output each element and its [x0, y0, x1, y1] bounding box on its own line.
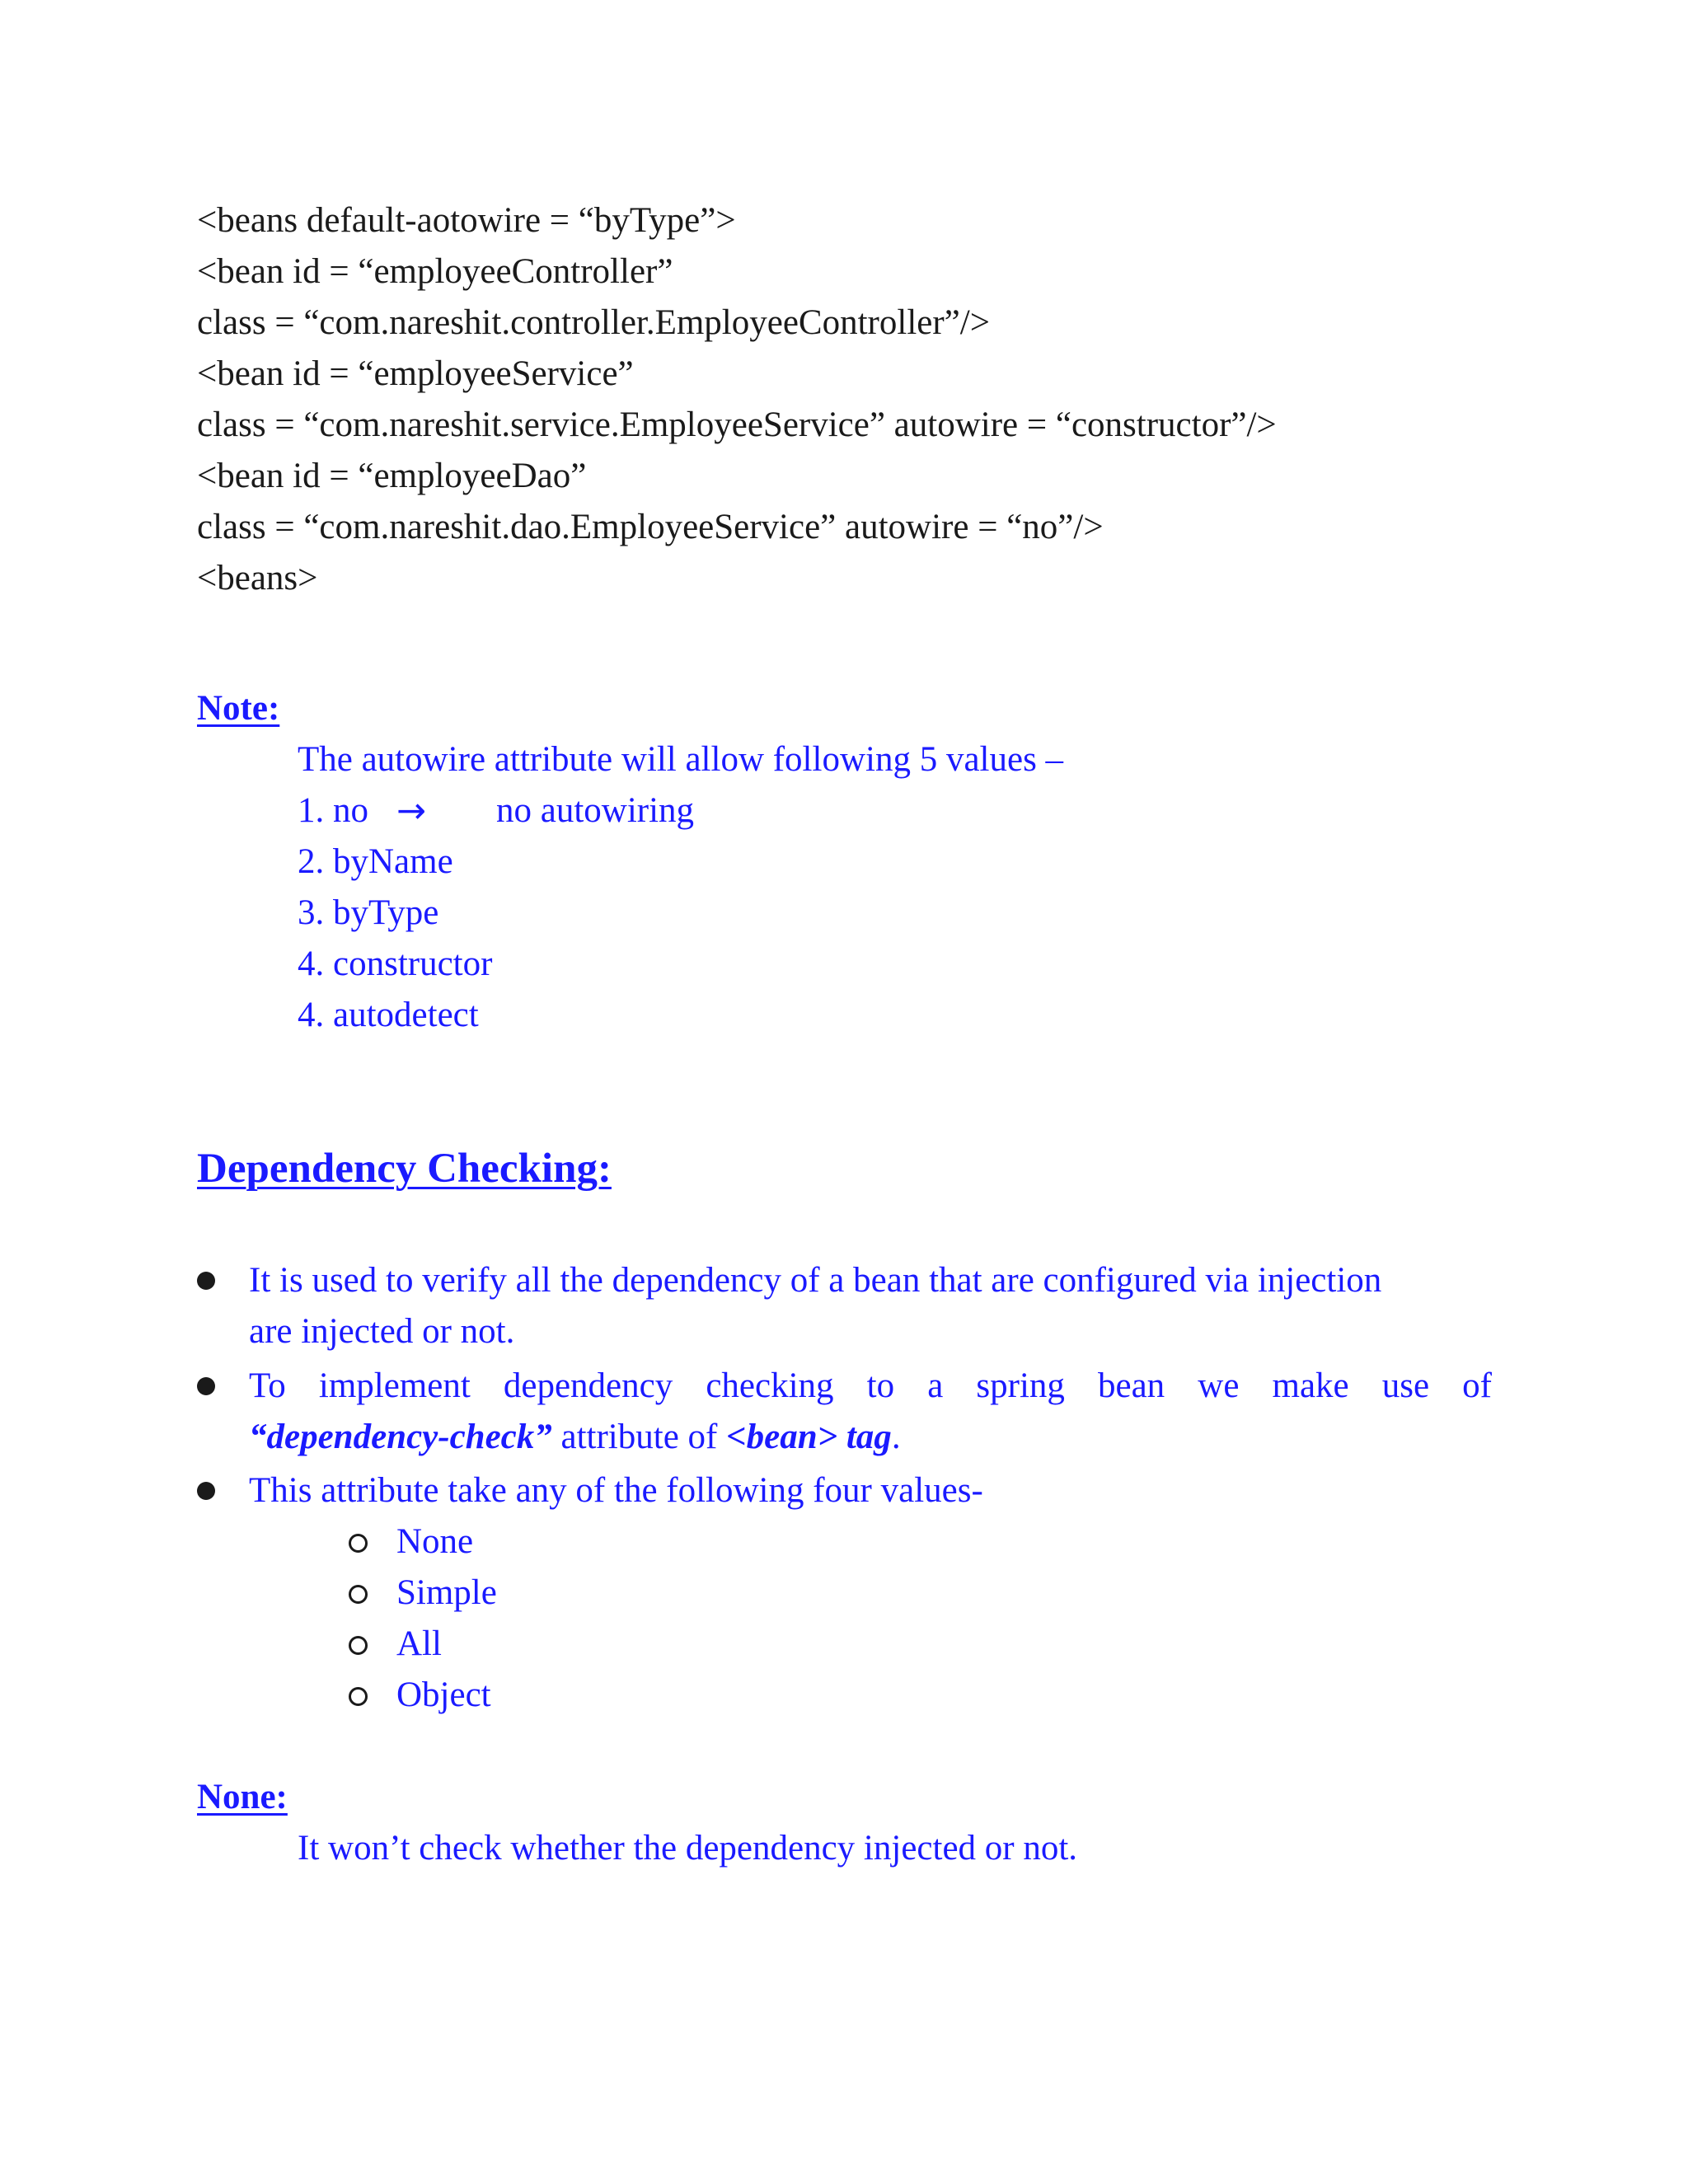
- bullet-icon: [197, 1377, 215, 1395]
- note-item-1-label: 1. no: [298, 791, 368, 830]
- right-arrow-icon: →: [396, 790, 427, 832]
- none-description: It won’t check whether the dependency injected or not.: [298, 1829, 1078, 1868]
- bullet-2-line-1: To implement dependency checking to a spring bean we make use of: [249, 1366, 1492, 1405]
- code-line-3: class = “com.nareshit.controller.EmployeeController”/>: [197, 303, 990, 342]
- value-simple: Simple: [396, 1573, 497, 1612]
- bullet-2-end: .: [891, 1418, 901, 1456]
- note-item-2: 2. byName: [298, 842, 453, 881]
- bullet-2-line-2: [249, 1412, 901, 1463]
- code-line-7: class = “com.nareshit.dao.EmployeeService” autowire = “no”/>: [197, 508, 1104, 546]
- note-intro: The autowire attribute will allow following 5 values –: [298, 740, 1064, 779]
- note-heading: Note:: [197, 689, 280, 728]
- value-none: None: [396, 1522, 474, 1561]
- dependency-check-attribute: “dependency-check”: [249, 1418, 552, 1456]
- code-line-2: <bean id = “employeeController”: [197, 252, 673, 291]
- none-heading: None:: [197, 1778, 288, 1816]
- hollow-circle-bullet-icon: [349, 1636, 368, 1655]
- note-item-4: 4. constructor: [298, 944, 493, 983]
- code-line-6: <bean id = “employeeDao”: [197, 457, 587, 495]
- bullet-icon: [197, 1482, 215, 1500]
- bullet-icon: [197, 1272, 215, 1290]
- value-all: All: [396, 1624, 442, 1663]
- hollow-circle-bullet-icon: [349, 1585, 368, 1604]
- bullet-1-line-1: It is used to verify all the dependency of a bean that are configured via injection: [249, 1261, 1382, 1300]
- code-line-5: class = “com.nareshit.service.EmployeeService” autowire = “constructor”/>: [197, 405, 1277, 444]
- note-item-1-desc: no autowiring: [496, 791, 695, 830]
- code-line-8: <beans>: [197, 559, 318, 598]
- dependency-heading: Dependency Checking:: [197, 1146, 612, 1192]
- bullet-3-text: This attribute take any of the following four values-: [249, 1471, 983, 1510]
- note-item-5: 4. autodetect: [298, 996, 479, 1034]
- hollow-circle-bullet-icon: [349, 1534, 368, 1553]
- value-object: Object: [396, 1675, 491, 1714]
- bean-tag-text: <bean> tag: [726, 1418, 892, 1456]
- hollow-circle-bullet-icon: [349, 1687, 368, 1706]
- bullet-1-line-2: are injected or not.: [249, 1312, 515, 1351]
- code-line-1: <beans default-aotowire = “byType”>: [197, 201, 736, 240]
- code-line-4: <bean id = “employeeService”: [197, 354, 634, 393]
- bullet-2-mid-text: attribute of: [551, 1418, 727, 1456]
- note-item-3: 3. byType: [298, 893, 439, 932]
